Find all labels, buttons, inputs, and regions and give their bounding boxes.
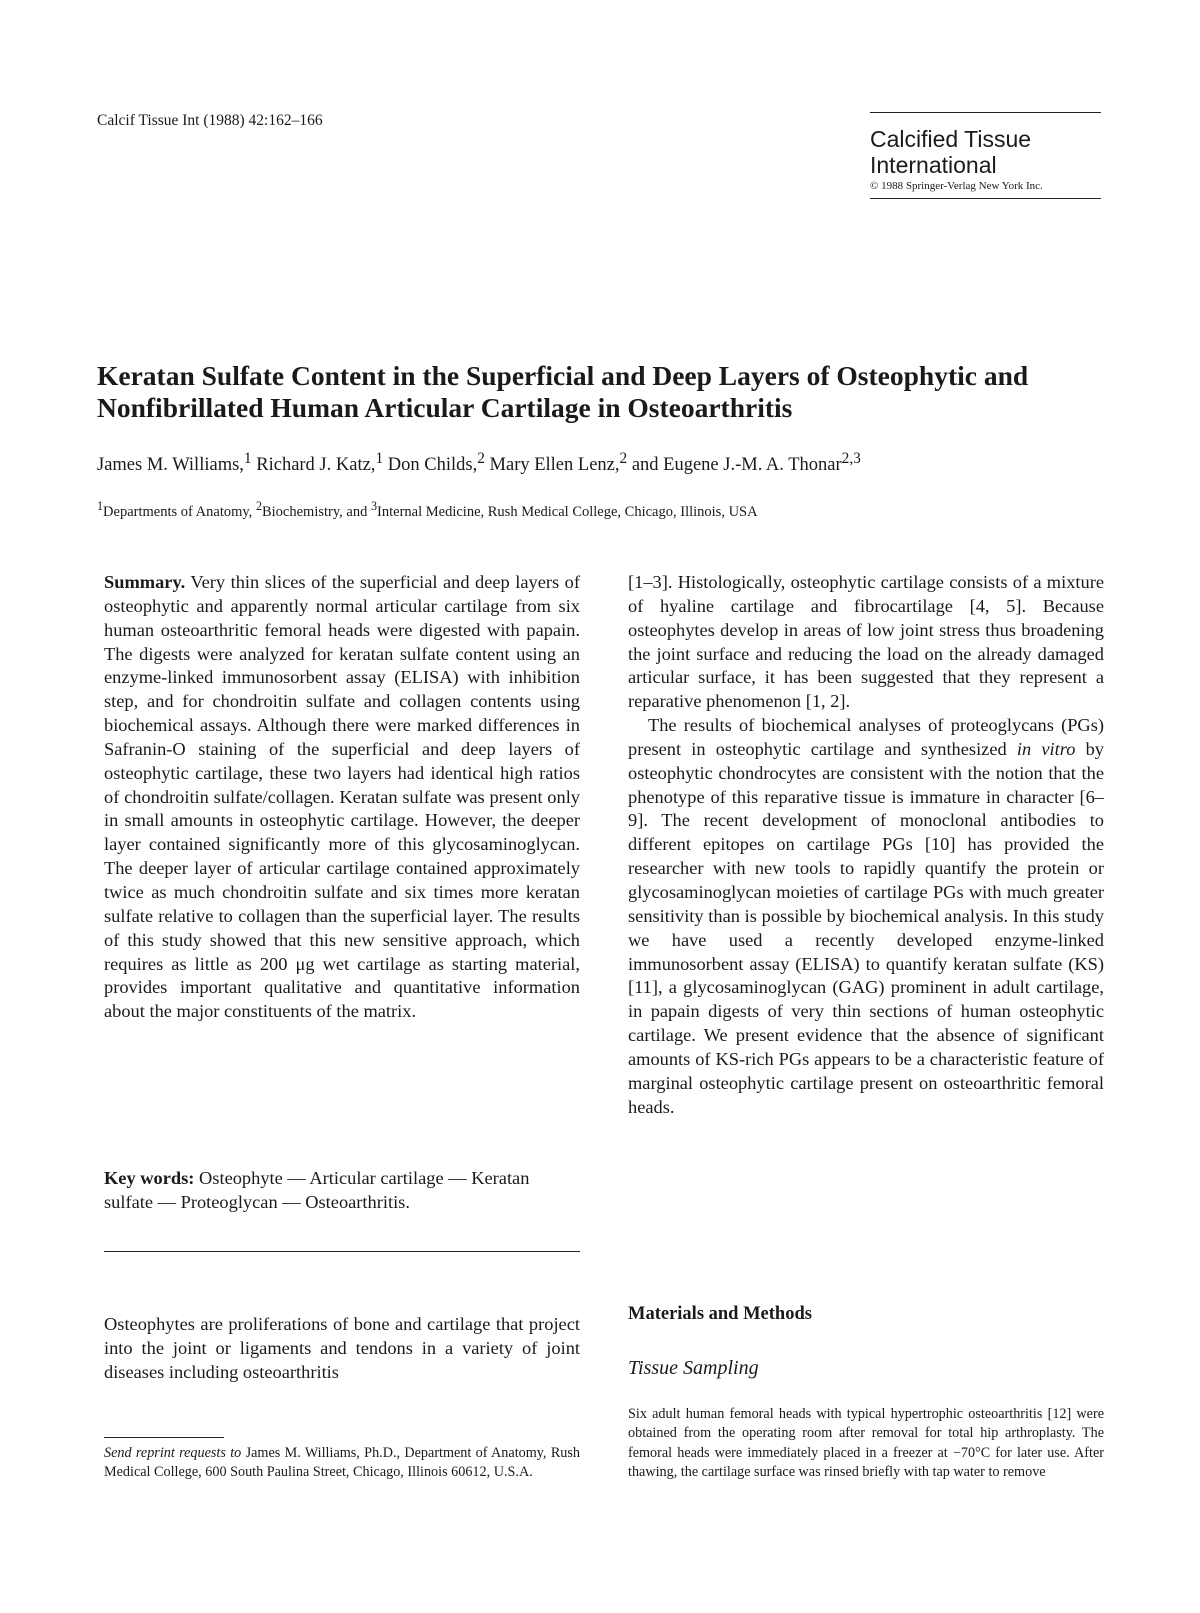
author-affiliation-marker: 2: [477, 450, 485, 467]
subsection-heading-tissue-sampling: Tissue Sampling: [628, 1357, 759, 1379]
journal-name-line2: International: [870, 152, 997, 178]
author-name: Richard J. Katz,: [251, 455, 376, 476]
affiliation-marker: 2: [255, 499, 262, 513]
footnote-label: Send reprint requests to: [104, 1445, 242, 1461]
affiliation-text: Internal Medicine, Rush Medical College, Chicago, Illinois, USA: [377, 503, 758, 520]
intro-p2-italic: in vitro: [1016, 738, 1076, 759]
summary-label: Summary.: [104, 572, 186, 592]
title-line1: Keratan Sulfate Content in the Superficial and Deep Layers of Osteophytic and: [97, 360, 1029, 391]
introduction-continued: [628, 571, 1104, 1119]
intro-paragraph: Osteophytes are proliferations of bone and cartilage that project into the joint or ligaments and tendons in a variety of joint diseases including osteoarthritis: [104, 1314, 580, 1382]
keywords: [104, 1167, 580, 1215]
methods-text: Six adult human femoral heads with typical hypertrophic osteoarthritis [12] were obtained from the operating room after removal for total hip arthroplasty. The femoral heads were immediately placed in a freezer at −70°C for later use. After thawing, the cartilage surface was rinsed briefly with tap water to remove: [628, 1406, 1104, 1480]
title-line2: Nonfibrillated Human Articular Cartilage in Osteoarthritis: [97, 392, 793, 423]
affiliation-marker: 3: [370, 499, 378, 513]
author-list: [97, 450, 1107, 476]
keywords-text: Osteophyte — Articular cartilage — Keratan sulfate — Proteoglycan — Osteoarthritis.: [104, 1168, 530, 1212]
author-name: and Eugene J.-M. A. Thonar: [627, 455, 842, 476]
author-name: Don Childs,: [383, 455, 478, 476]
summary-abstract: [104, 571, 580, 1024]
intro-p2-after: by osteophytic chondrocytes are consistent with the notion that the phenotype of this reparative tissue is immature in character [6–9]. The recent development of monoclonal antibodies to different epitopes on cartilage PGs [10] has provided the researcher with new tools to rapidly quantify the protein or glycosaminoglycan moieties of cartilage PGs with much greater sensitivity than is possible by biochemical analysis. In this study we have used a recently developed enzyme-linked immunosorbent assay (ELISA) to quantify keratan sulfate (KS) [11], a glycosaminoglycan (GAG) prominent in adult cartilage, in papain digests of very thin sections of human osteophytic cartilage. We present evidence that the absence of significant amounts of KS-rich PGs appears to be a characteristic feature of marginal osteophytic cartilage present on osteoarthritic femoral heads.: [628, 738, 1104, 1117]
reprint-footnote: [104, 1444, 580, 1482]
affiliations: [97, 499, 1107, 521]
journal-masthead: [870, 112, 1101, 199]
journal-citation: Calcif Tissue Int (1988) 42:162–166: [97, 112, 323, 129]
masthead-top-rule: [870, 112, 1101, 113]
footnote-rule: [104, 1437, 224, 1438]
masthead-bottom-rule: [870, 198, 1101, 199]
author-affiliation-marker: 2,3: [841, 450, 861, 467]
author-affiliation-marker: 1: [243, 450, 252, 467]
journal-name: [870, 126, 1101, 178]
intro-paragraph-1: [1–3]. Histologically, osteophytic cartilage consists of a mixture of hyaline cartilage and fibrocartilage [4, 5]. Because osteophytes develop in areas of low joint stress thus broadening the joint surface and reducing the load on the already damaged articular surface, it has been suggested that they represent a reparative phenomenon [1, 2].: [628, 572, 1104, 712]
affiliation-marker: 1: [97, 499, 104, 513]
intro-paragraph-2: [628, 714, 1104, 1119]
journal-name-line1: Calcified Tissue: [870, 126, 1032, 152]
author-affiliation-marker: 1: [375, 450, 384, 467]
article-title: [97, 360, 1107, 424]
author-affiliation-marker: 2: [619, 450, 628, 467]
keywords-label: Key words:: [104, 1168, 195, 1188]
affiliation-text: Biochemistry, and: [261, 503, 371, 520]
introduction-text: [104, 1313, 580, 1385]
section-separator: [104, 1251, 580, 1252]
author-name: Mary Ellen Lenz,: [484, 455, 620, 476]
intro-p2-before: The results of biochemical analyses of proteoglycans (PGs) present in osteophytic cartilage and synthesized: [628, 715, 1104, 759]
copyright-notice: © 1988 Springer-Verlag New York Inc.: [870, 180, 1043, 192]
summary-text: Very thin slices of the superficial and deep layers of osteophytic and apparently normal articular cartilage from six human osteoarthritic femoral heads were digested with papain. The digests were analyzed for keratan sulfate content using an enzyme-linked immunosorbent assay (ELISA) with inhibition step, and for chondroitin sulfate and collagen contents using biochemical assays. Although there were marked differences in Safranin-O staining of the superficial and deep layers of osteophytic cartilage, these two layers had identical high ratios of chondroitin sulfate/collagen. Keratan sulfate was present only in small amounts in osteophytic cartilage. However, the deeper layer contained significantly more of this glycosaminoglycan. The deeper layer of articular cartilage contained approximately twice as much chondroitin sulfate and six times more keratan sulfate relative to collagen than the superficial layer. The results of this study showed that this new sensitive approach, which requires as little as 200 μg wet cartilage as starting material, provides important qualitative and quantitative information about the major constituents of the matrix.: [104, 572, 580, 1022]
affiliation-text: Departments of Anatomy,: [103, 503, 256, 520]
author-name: James M. Williams,: [97, 455, 244, 476]
footnote-text: James M. Williams, Ph.D., Department of Anatomy, Rush Medical College, 600 South Paulina Street, Chicago, Illinois 60612, U.S.A.: [104, 1445, 580, 1480]
section-heading-methods: Materials and Methods: [628, 1304, 812, 1324]
